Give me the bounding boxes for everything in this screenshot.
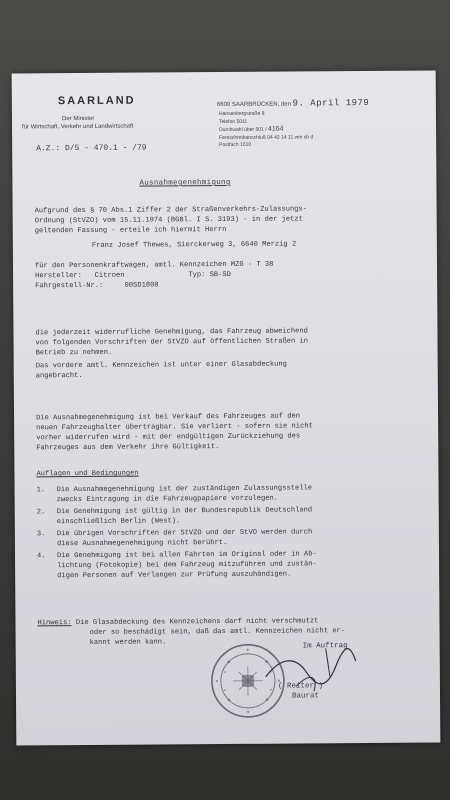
letterhead-title: SAARLAND <box>57 94 136 108</box>
document-page <box>12 71 441 746</box>
vehicle-details <box>35 260 274 292</box>
note-text: Die Glasabdeckung des Kennzeichens darf nicht verschmutzt <box>75 617 319 628</box>
list-item-number: 1. <box>36 486 46 495</box>
list-item <box>37 549 317 581</box>
signature-name: ( Reiter ) <box>277 682 323 691</box>
text-line: angebracht. <box>35 372 83 381</box>
text-line: Betrieb zu nehmen. <box>35 348 113 358</box>
text-line: Das vordere amtl. Kennzeichen ist unter einer Glasabdeckung <box>35 360 287 371</box>
text-line: von folgenden Vorschriften der StVZO auf öffentlichen Straßen in <box>35 337 309 348</box>
date-value: 9. April 1979 <box>292 97 370 109</box>
text-line: neuen Fahrzeughalter übertragbar. Sie verliert - sofern sie nicht <box>36 422 313 433</box>
text-line: digen Personen auf Verlangen zur Prüfung auszuhändigen. <box>57 570 292 581</box>
address-phone: Telefon 5011 <box>218 118 248 125</box>
text-line: einschließlich Berlin (West). <box>56 517 181 527</box>
document-heading: Ausnahmegenehmigung <box>139 178 231 188</box>
text-line: Die Genehmigung ist gültig in der Bundesrepublik Deutschland <box>56 506 313 517</box>
signature-title: Baurat <box>291 692 320 701</box>
date-prefix: 6600 SAARBRÜCKEN, den <box>216 101 291 109</box>
text-line: Die Ausnahmegenehmigung ist bei Verkauf des Fahrzeuges auf den <box>36 412 301 423</box>
text-line: Die übrigen Vorschriften der StVZO und der StVO werden durch <box>56 528 313 539</box>
date-line <box>217 98 370 109</box>
vehicle-chassis: Fahrgestell-Nr.: 00SD1808 <box>35 281 159 291</box>
text-line: Fahrzeuges aus dem Verkehr ihre Gültigkeit. <box>36 443 220 453</box>
text-line: Ordnung (StVZO) vom 15.11.1974 (BGBl. I S. 3193) - in der jetzt <box>34 215 303 226</box>
paragraph-transfer <box>36 411 313 453</box>
conditions-heading: Auflagen und Bedingungen <box>36 469 139 479</box>
text-line: Aufgrund des § 70 Abs.1 Ziffer 2 der Straßenverkehrs-Zulassungs- <box>34 205 308 216</box>
reference-number: A.Z.: D/5 - 470.1 - /79 <box>36 143 147 154</box>
paragraph-permission <box>35 326 308 358</box>
list-item-number: 2. <box>36 508 46 517</box>
addressee-line: Franz Josef Thewes, Sierckerweg 3, 6640 Merzig 2 <box>91 240 297 250</box>
address-street: Hansenbergstraße 8 <box>218 110 265 118</box>
conditions-list <box>37 483 317 583</box>
text-line: kannt werden kann. <box>89 638 167 647</box>
text-line: geltenden Fassung - erteile ich hiermit Herrn <box>34 225 227 236</box>
text-line: oder so beschädigt sein, daß das amtl. Kennzeichen nicht er- <box>89 627 346 637</box>
address-postbox: Postfach 1010 <box>219 141 252 149</box>
list-item <box>37 527 317 549</box>
signature-im-auftrag: Im Auftrag <box>302 642 348 651</box>
list-item <box>37 483 317 505</box>
text-line: die jederzeit widerrufliche Genehmigung, das Fahrzeug abweichend <box>35 327 308 338</box>
letterhead-ministry: für Wirtschaft, Verkehr und Landwirtschaft <box>22 123 134 131</box>
text-line: Die Genehmigung ist bei allen Fahrten im Original oder in Ab- <box>57 550 317 561</box>
vehicle-manufacturer: Hersteller: Citroen Typ: SB-SD <box>35 270 231 281</box>
paragraph-legal-basis <box>35 204 308 236</box>
text-line: lichtung (Fotokopie) bei dem Fahrzeug mitzuführen und zustän- <box>57 560 317 571</box>
address-telex: Fernschreibanschluß 04 42 14 11 wm sb d <box>219 133 314 141</box>
address-block <box>219 110 313 149</box>
paragraph-plate <box>36 360 287 382</box>
text-line: diese Ausnahmegenehmigung nicht berührt. <box>56 538 228 549</box>
durchwahl-value: 4164 <box>267 125 284 133</box>
durchwahl-label: Durchwahl über 501 / <box>219 126 267 134</box>
list-item-number: 4. <box>37 552 46 561</box>
text-line: vorher widerrufen wird - mit der endgültigen Zurückziehung des <box>36 432 301 443</box>
list-item-number: 3. <box>36 530 46 539</box>
text-line: zwecks Eintragung in die Fahrzeugpapiere vorzulegen. <box>56 494 279 505</box>
note-label: Hinweis: <box>37 619 72 628</box>
text-line: Die Ausnahmegenehmigung ist der zuständigen Zulassungsstelle <box>56 484 313 495</box>
vehicle-registration: für den Personenkraftwagen, amtl. Kennzeichen MZG - T 38 <box>34 260 274 271</box>
letterhead-minister: Der Minister <box>61 115 95 123</box>
list-item <box>37 505 317 527</box>
